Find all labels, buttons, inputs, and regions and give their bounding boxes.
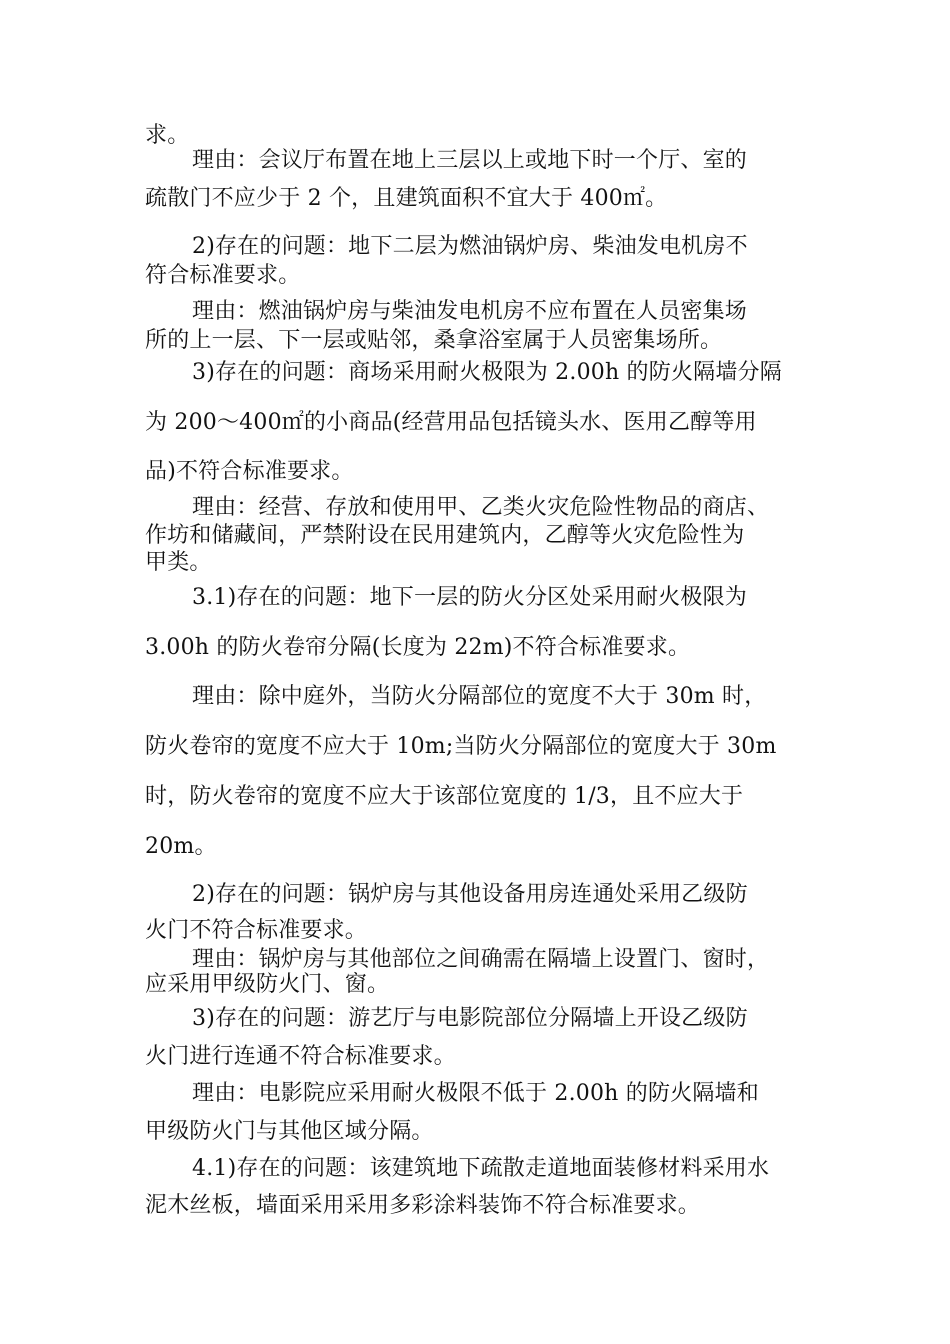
text-line: 防火卷帘的宽度不应大于 10m;当防火分隔部位的宽度大于 30m [145,734,777,759]
text-line: 作坊和储藏间，严禁附设在民用建筑内，乙醇等火灾危险性为 [145,523,745,548]
text-line: 20m。 [145,834,217,859]
text-line: 火门不符合标准要求。 [145,918,368,943]
text-line: 3)存在的问题：游艺厅与电影院部位分隔墙上开设乙级防 [192,1006,748,1031]
text-line: 求。 [145,123,190,148]
text-line: 3.1)存在的问题：地下一层的防火分区处采用耐火极限为 [192,585,747,610]
text-line: 4.1)存在的问题：该建筑地下疏散走道地面装修材料采用水 [192,1156,770,1181]
text-line: 理由：燃油锅炉房与柴油发电机房不应布置在人员密集场 [192,299,748,324]
text-line: 应采用甲级防火门、窗。 [145,972,390,997]
text-line: 时，防火卷帘的宽度不应大于该部位宽度的 1/3，且不应大于 [145,784,744,809]
text-line: 2)存在的问题：锅炉房与其他设备用房连通处采用乙级防 [192,882,748,907]
text-line: 理由：经营、存放和使用甲、乙类火灾危险性物品的商店、 [192,495,770,520]
text-line: 甲类。 [145,550,212,575]
text-line: 3)存在的问题：商场采用耐火极限为 2.00h 的防火隔墙分隔 [192,360,782,385]
text-line: 理由：会议厅布置在地上三层以上或地下时一个厅、室的 [192,148,748,173]
text-line: 理由：除中庭外，当防火分隔部位的宽度不大于 30m 时， [192,684,767,709]
text-line: 理由：锅炉房与其他部位之间确需在隔墙上设置门、窗时， [192,947,770,972]
text-line: 疏散门不应少于 2 个，且建筑面积不宜大于 400㎡。 [145,186,668,211]
text-line: 2)存在的问题：地下二层为燃油锅炉房、柴油发电机房不 [192,234,748,259]
text-line: 甲级防火门与其他区域分隔。 [145,1119,434,1144]
text-line: 理由：电影院应采用耐火极限不低于 2.00h 的防火隔墙和 [192,1081,759,1106]
text-line: 符合标准要求。 [145,263,301,288]
text-line: 泥木丝板，墙面采用采用多彩涂料装饰不符合标准要求。 [145,1193,701,1218]
text-line: 所的上一层、下一层或贴邻，桑拿浴室属于人员密集场所。 [145,328,723,353]
text-line: 品)不符合标准要求。 [145,459,354,484]
text-line: 火门进行连通不符合标准要求。 [145,1044,456,1069]
text-line: 3.00h 的防火卷帘分隔(长度为 22m)不符合标准要求。 [145,635,691,660]
text-line: 为 200～400㎡的小商品(经营用品包括镜头水、医用乙醇等用 [145,410,757,435]
